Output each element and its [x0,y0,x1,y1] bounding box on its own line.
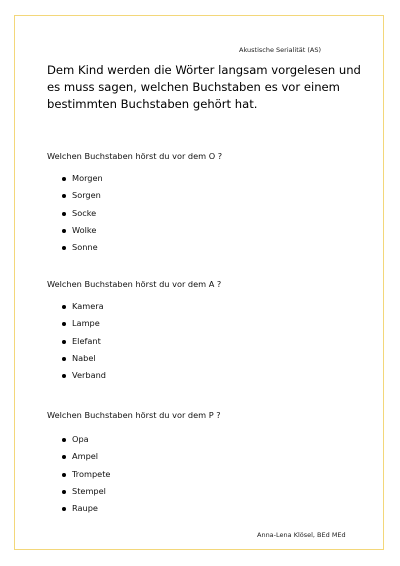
list-item [62,333,106,350]
word-label: Ampel [72,451,99,462]
header-tag: Akustische Serialität (AS) [239,46,322,54]
list-item [62,187,103,204]
bullet-icon [62,322,66,326]
word-label: Socke [72,207,97,218]
bullet-icon [62,374,66,378]
question-p: Welchen Buchstaben hörst du vor dem P ? [47,410,221,420]
bullet-icon [62,212,66,216]
word-label: Morgen [72,173,103,183]
list-item [62,500,110,517]
word-label: Verband [72,370,106,380]
list-item [62,466,110,483]
word-list-p [62,431,110,517]
word-label: Nabel [72,352,96,363]
bullet-icon [62,507,66,511]
bullet-icon [62,194,66,198]
list-item [62,448,110,465]
word-label: Sonne [72,242,98,252]
word-list-o [62,170,103,256]
list-item [62,350,106,367]
word-list-a [62,298,106,384]
word-label: Kamera [72,301,104,311]
word-label: Trompete [72,468,111,479]
bullet-icon [62,357,66,361]
question-o: Welchen Buchstaben hörst du vor dem O ? [47,151,223,161]
word-label: Lampe [72,318,100,329]
list-item [62,205,103,222]
word-label: Raupe [72,503,98,513]
word-label: Sorgen [72,190,101,201]
list-item [62,483,110,500]
bullet-icon [62,473,66,477]
list-item [62,367,106,384]
question-a: Welchen Buchstaben hörst du vor dem A ? [47,279,222,289]
word-label: Stempel [72,485,106,496]
list-item [62,298,106,315]
bullet-icon [62,340,66,344]
bullet-icon [62,490,66,494]
bullet-icon [62,455,66,459]
list-item [62,239,103,256]
list-item [62,222,103,239]
bullet-icon [62,305,66,309]
list-item [62,315,106,332]
word-label: Elefant [72,335,101,346]
word-label: Opa [72,434,89,444]
bullet-icon [62,177,66,181]
intro-text: Dem Kind werden die Wörter langsam vorgelesen und es muss sagen, welchen Buchstaben es vor einem bestimmten Buchstaben gehört hat. [47,63,361,111]
bullet-icon [62,229,66,233]
list-item [62,170,103,187]
word-label: Wolke [72,224,97,235]
bullet-icon [62,246,66,250]
list-item [62,431,110,448]
footer-author: Anna-Lena Klösel, BEd MEd [257,531,346,539]
bullet-icon [62,438,66,442]
